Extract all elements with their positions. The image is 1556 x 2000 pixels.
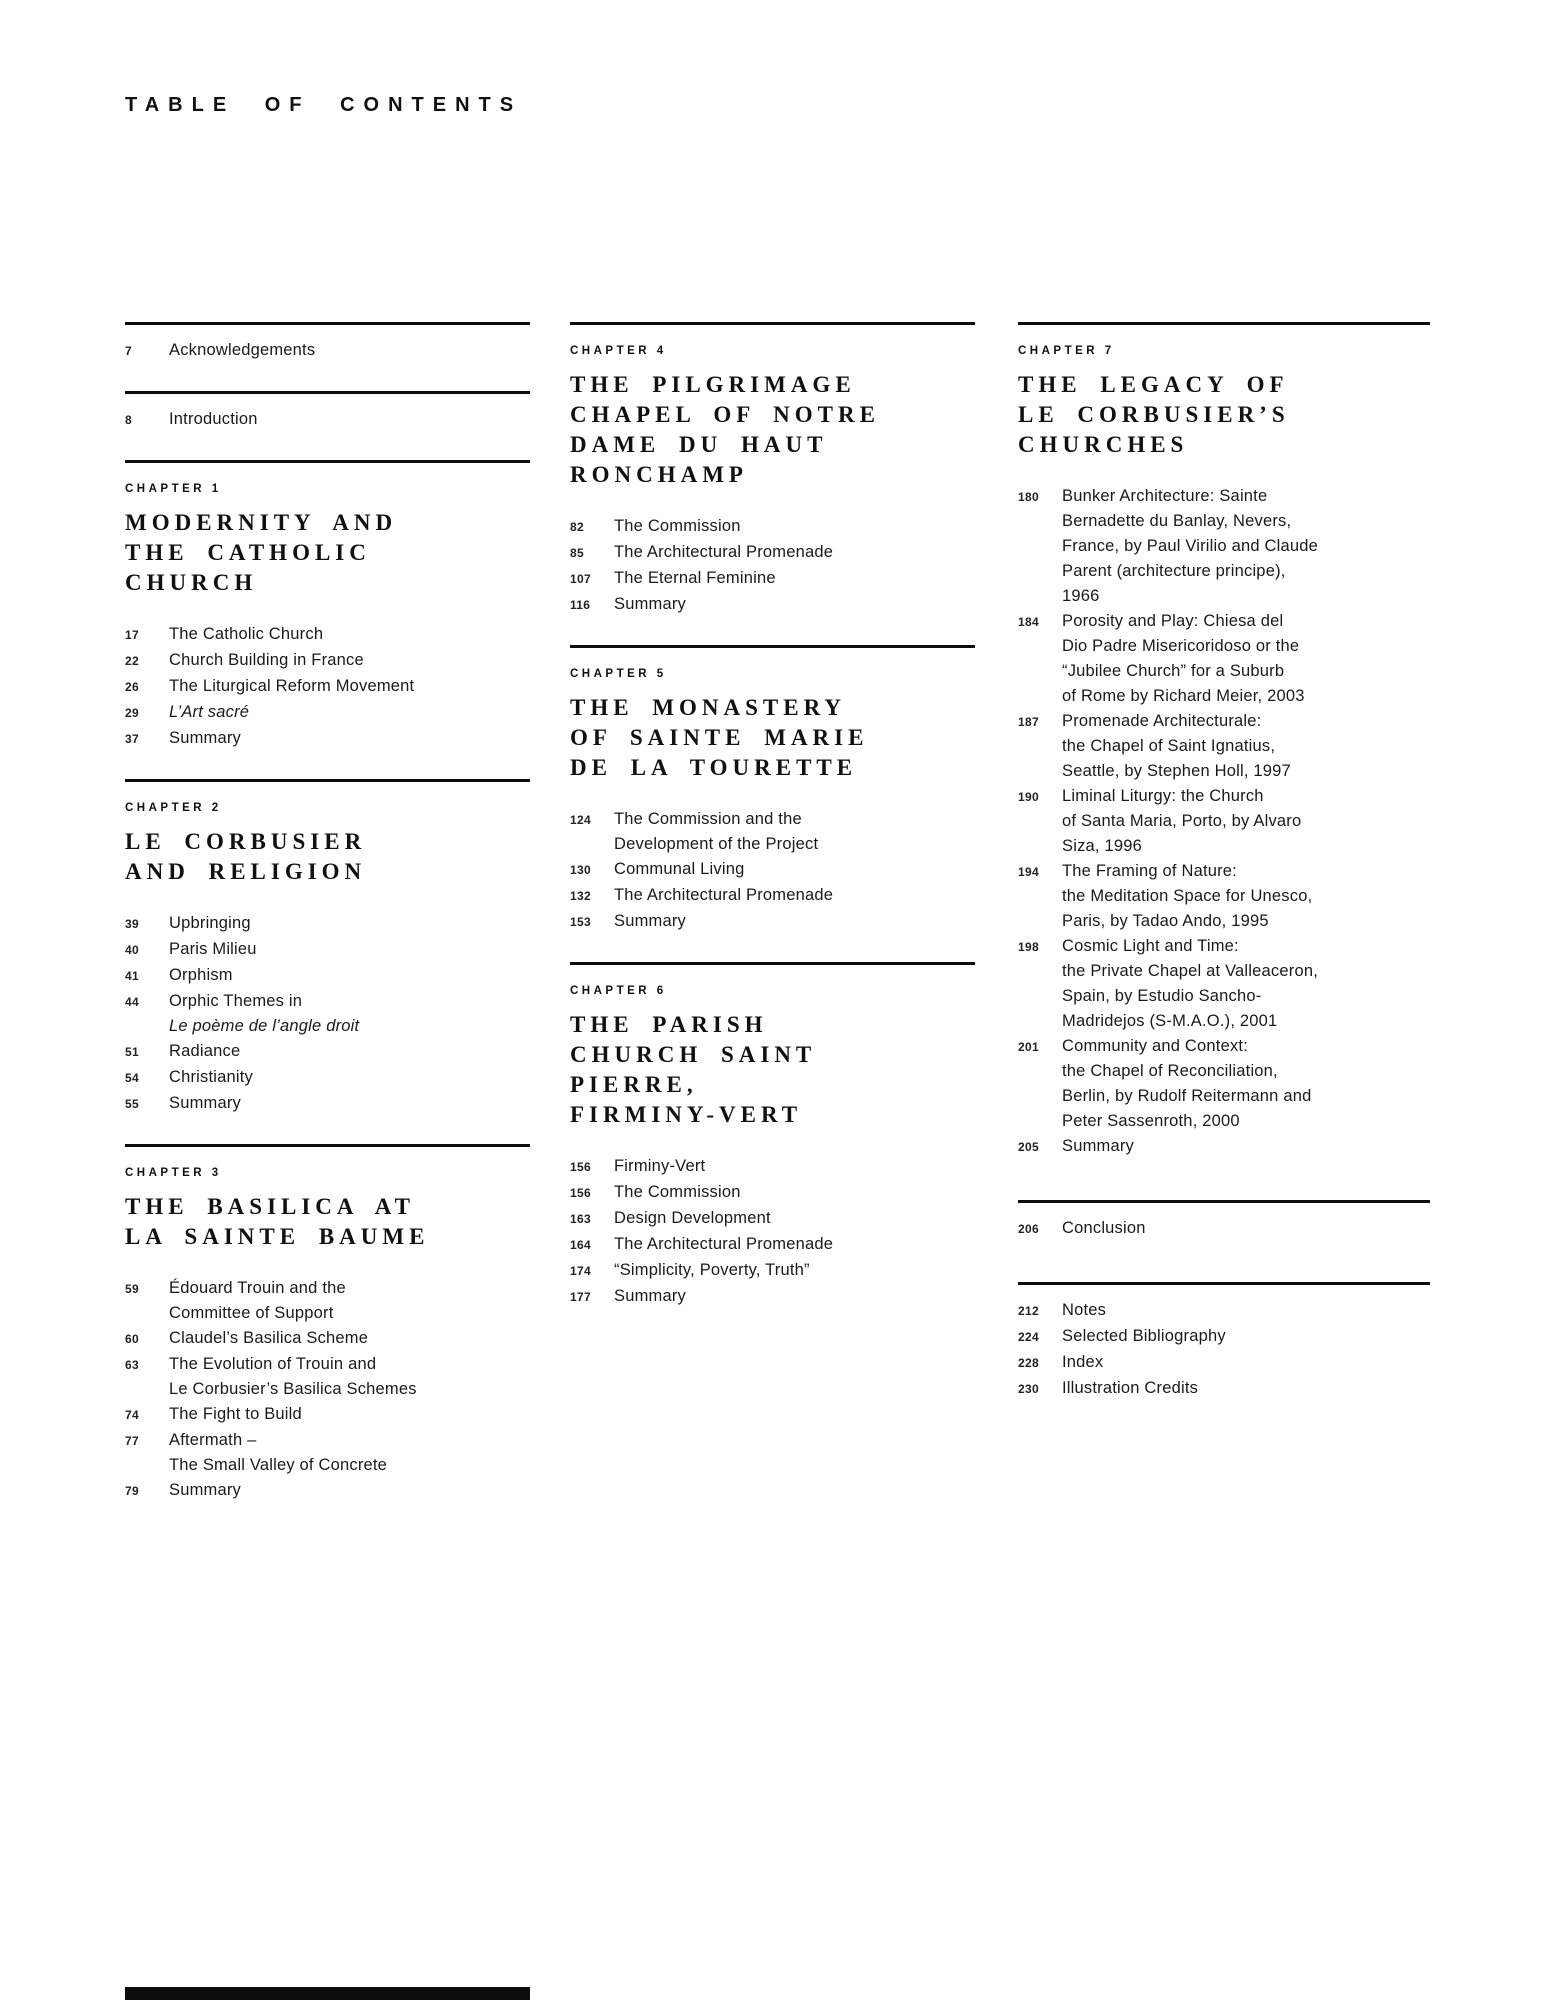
entry-list (570, 514, 975, 618)
entry-page-number: 7 (125, 344, 132, 358)
entry-page-number: 116 (570, 598, 591, 612)
chapter-label: CHAPTER 7 (1018, 345, 1115, 357)
entry-page-number: 79 (125, 1484, 139, 1498)
entry-line: of Santa Maria, Porto, by Alvaro (1062, 812, 1302, 830)
chapter-title (125, 508, 530, 598)
entry-title (614, 540, 975, 565)
entry-title (614, 514, 975, 539)
entry-title (169, 1091, 530, 1116)
footer-rule (125, 1987, 530, 2000)
entry-title (169, 674, 530, 699)
toc-entry (125, 911, 530, 937)
entry-line: The Eternal Feminine (614, 569, 776, 587)
chapter-section (570, 645, 975, 935)
entry-page-number: 156 (570, 1160, 591, 1174)
entry-title (1062, 1298, 1430, 1323)
chapter-title-line: RONCHAMP (570, 462, 748, 487)
entry-list (570, 807, 975, 935)
entry-page-number: 174 (570, 1264, 591, 1278)
entry-page-number: 85 (570, 546, 584, 560)
entry-line: The Evolution of Trouin and (169, 1355, 377, 1373)
section-rule (1018, 1282, 1430, 1285)
chapter-title-line: THE LEGACY OF (1018, 372, 1289, 397)
entry-title (169, 700, 530, 725)
toc-entry (125, 1326, 530, 1352)
entry-line: Paris Milieu (169, 940, 257, 958)
toc-entry (125, 726, 530, 752)
entry-line: Selected Bibliography (1062, 1327, 1226, 1345)
entry-line: Bernadette du Banlay, Nevers, (1062, 512, 1292, 530)
toc-entry (125, 622, 530, 648)
entry-line: Berlin, by Rudolf Reitermann and (1062, 1087, 1312, 1105)
chapter-title-line: CHURCHES (1018, 432, 1189, 457)
toc-column-3 (1018, 322, 1430, 1429)
entry-line: The Commission and the (614, 810, 802, 828)
toc-entry (125, 407, 530, 433)
section-rule (125, 460, 530, 463)
entry-line: Communal Living (614, 860, 745, 878)
entry-line: Radiance (169, 1042, 241, 1060)
entry-page-number: 59 (125, 1282, 139, 1296)
entry-line: Spain, by Estudio Sancho- (1062, 987, 1262, 1005)
chapter-title-line: DE LA TOURETTE (570, 755, 858, 780)
entry-line: Seattle, by Stephen Holl, 1997 (1062, 762, 1291, 780)
entry-title (169, 1039, 530, 1064)
entry-page-number: 74 (125, 1408, 139, 1422)
entry-title (1062, 934, 1430, 1034)
entry-title (169, 338, 530, 363)
chapter-title-line: MODERNITY AND (125, 510, 398, 535)
chapter-title-line: OF SAINTE MARIE (570, 725, 869, 750)
entry-title (169, 937, 530, 962)
chapter-title (570, 370, 975, 490)
chapter-title (1018, 370, 1430, 460)
toc-entry (1018, 1376, 1430, 1402)
entry-line: Peter Sassenroth, 2000 (1062, 1112, 1240, 1130)
entry-page-number: 190 (1018, 790, 1039, 804)
entry-line: Paris, by Tadao Ando, 1995 (1062, 912, 1269, 930)
entry-title (614, 1180, 975, 1205)
entry-title (1062, 1134, 1430, 1159)
entry-title (614, 807, 975, 857)
toc-entry (125, 937, 530, 963)
entry-title (169, 1402, 530, 1427)
toc-entry (125, 1039, 530, 1065)
entry-line: The Catholic Church (169, 625, 324, 643)
chapter-title-line: FIRMINY-VERT (570, 1102, 803, 1127)
toc-entry (125, 700, 530, 726)
entry-line: The Commission (614, 517, 741, 535)
toc-section (1018, 1200, 1430, 1242)
entry-title (1062, 484, 1430, 609)
section-rule (570, 322, 975, 325)
entry-line: Liminal Liturgy: the Church (1062, 787, 1264, 805)
entry-page-number: 212 (1018, 1304, 1039, 1318)
chapter-title-line: CHAPEL OF NOTRE (570, 402, 880, 427)
entry-line: Promenade Architecturale: (1062, 712, 1262, 730)
entry-line: Summary (614, 595, 686, 613)
entry-title (169, 1326, 530, 1351)
entry-page-number: 180 (1018, 490, 1039, 504)
entry-line: The Architectural Promenade (614, 543, 834, 561)
entry-page-number: 224 (1018, 1330, 1039, 1344)
entry-line: Aftermath – (169, 1431, 257, 1449)
entry-line: Édouard Trouin and the (169, 1279, 346, 1297)
entry-line: The Architectural Promenade (614, 886, 834, 904)
entry-title (614, 1284, 975, 1309)
chapter-title-line: PIERRE, (570, 1072, 698, 1097)
chapter-label: CHAPTER 1 (125, 483, 222, 495)
chapter-title (570, 693, 975, 783)
entry-title (169, 911, 530, 936)
entry-page-number: 54 (125, 1071, 139, 1085)
chapter-title-line: CHURCH (125, 570, 258, 595)
chapter-title-line: LE CORBUSIER’S (1018, 402, 1290, 427)
entry-line: Notes (1062, 1301, 1107, 1319)
toc-entry (1018, 784, 1430, 859)
chapter-title-line: CHURCH SAINT (570, 1042, 817, 1067)
entry-title (614, 1258, 975, 1283)
entry-page-number: 29 (125, 706, 139, 720)
entry-page-number: 41 (125, 969, 139, 983)
toc-entry (570, 1154, 975, 1180)
entry-title (169, 1352, 530, 1402)
entry-title (614, 883, 975, 908)
entry-line: the Private Chapel at Valleaceron, (1062, 962, 1318, 980)
entry-line: Committee of Support (169, 1304, 334, 1322)
section-rule (125, 322, 530, 325)
toc-entry (125, 963, 530, 989)
toc-entry (570, 592, 975, 618)
toc-entry (1018, 1350, 1430, 1376)
entry-title (614, 857, 975, 882)
entry-line: Church Building in France (169, 651, 364, 669)
entry-line: Summary (614, 912, 686, 930)
entry-line: The Liturgical Reform Movement (169, 677, 415, 695)
entry-line: The Architectural Promenade (614, 1235, 834, 1253)
entry-line: Index (1062, 1353, 1104, 1371)
entry-line: Conclusion (1062, 1219, 1146, 1237)
entry-line: the Chapel of Saint Ignatius, (1062, 737, 1276, 755)
section-rule (1018, 322, 1430, 325)
toc-entry (1018, 934, 1430, 1034)
entry-line: Upbringing (169, 914, 251, 932)
entry-line: Summary (169, 729, 241, 747)
entry-line: Summary (1062, 1137, 1134, 1155)
entry-title (614, 1232, 975, 1257)
toc-column-1 (125, 322, 530, 1531)
chapter-title-line: LE CORBUSIER (125, 829, 367, 854)
entry-title (1062, 1376, 1430, 1401)
entry-title (169, 407, 530, 432)
toc-entry (125, 648, 530, 674)
entry-line: Dio Padre Misericoridoso or the (1062, 637, 1300, 655)
entry-page-number: 230 (1018, 1382, 1039, 1396)
toc-entry (570, 1232, 975, 1258)
entry-title (1062, 784, 1430, 859)
chapter-label: CHAPTER 4 (570, 345, 667, 357)
entry-list (125, 1276, 530, 1504)
chapter-title-line: THE PARISH (570, 1012, 768, 1037)
entry-line: Madridejos (S-M.A.O.), 2001 (1062, 1012, 1278, 1030)
section-rule (570, 962, 975, 965)
chapter-title (125, 827, 530, 887)
entry-page-number: 37 (125, 732, 139, 746)
entry-title (614, 1206, 975, 1231)
toc-entry (1018, 1298, 1430, 1324)
entry-line: Summary (169, 1094, 241, 1112)
entry-page-number: 206 (1018, 1222, 1039, 1236)
toc-entry (125, 1402, 530, 1428)
entry-line: Introduction (169, 410, 258, 428)
entry-page-number: 44 (125, 995, 139, 1009)
entry-line: Summary (614, 1287, 686, 1305)
entry-line: “Jubilee Church” for a Suburb (1062, 662, 1285, 680)
chapter-section (125, 460, 530, 752)
entry-title (1062, 1034, 1430, 1134)
entry-line: Parent (architecture principe), (1062, 562, 1286, 580)
entry-title (169, 989, 530, 1039)
toc-entry (570, 566, 975, 592)
section-rule (125, 1144, 530, 1147)
entry-line: of Rome by Richard Meier, 2003 (1062, 687, 1305, 705)
entry-page-number: 153 (570, 915, 591, 929)
chapter-section (570, 962, 975, 1310)
entry-title (169, 1478, 530, 1503)
entry-page-number: 60 (125, 1332, 139, 1346)
toc-entry (1018, 484, 1430, 609)
chapter-title-line: THE BASILICA AT (125, 1194, 415, 1219)
chapter-title-line: THE PILGRIMAGE (570, 372, 856, 397)
toc-entry (570, 514, 975, 540)
toc-entry (125, 674, 530, 700)
section-rule (570, 645, 975, 648)
entry-page-number: 39 (125, 917, 139, 931)
entry-title (1062, 859, 1430, 934)
entry-title (169, 1065, 530, 1090)
entry-page-number: 177 (570, 1290, 591, 1304)
chapter-label: CHAPTER 6 (570, 985, 667, 997)
toc-entry (570, 883, 975, 909)
entry-line: Claudel’s Basilica Scheme (169, 1329, 369, 1347)
entry-page-number: 26 (125, 680, 139, 694)
toc-entry (125, 1065, 530, 1091)
entry-page-number: 198 (1018, 940, 1039, 954)
entry-list (1018, 1216, 1430, 1242)
entry-line: Bunker Architecture: Sainte (1062, 487, 1268, 505)
entry-line: Christianity (169, 1068, 254, 1086)
entry-line: “Simplicity, Poverty, Truth” (614, 1261, 810, 1279)
entry-page-number: 82 (570, 520, 584, 534)
entry-list (125, 407, 530, 433)
entry-list (1018, 1298, 1430, 1402)
entry-list (570, 1154, 975, 1310)
toc-entry (1018, 859, 1430, 934)
chapter-title-line: DAME DU HAUT (570, 432, 828, 457)
chapter-title (125, 1192, 530, 1252)
entry-line: Orphic Themes in (169, 992, 303, 1010)
section-rule (1018, 1200, 1430, 1203)
entry-title (1062, 1216, 1430, 1241)
entry-page-number: 17 (125, 628, 139, 642)
toc-entry (1018, 1216, 1430, 1242)
entry-page-number: 40 (125, 943, 139, 957)
entry-page-number: 51 (125, 1045, 139, 1059)
toc-entry (570, 1284, 975, 1310)
entry-line: Le Corbusier’s Basilica Schemes (169, 1380, 417, 1398)
entry-line: Summary (169, 1481, 241, 1499)
chapter-title-line: THE MONASTERY (570, 695, 847, 720)
entry-title (614, 566, 975, 591)
entry-page-number: 63 (125, 1358, 139, 1372)
entry-title (169, 648, 530, 673)
entry-title (1062, 709, 1430, 784)
entry-line: The Commission (614, 1183, 741, 1201)
chapter-section (570, 322, 975, 618)
toc-entry (570, 1258, 975, 1284)
entry-line: the Meditation Space for Unesco, (1062, 887, 1313, 905)
toc-column-2 (570, 322, 975, 1337)
entry-list (125, 622, 530, 752)
entry-page-number: 124 (570, 813, 591, 827)
entry-line: The Small Valley of Concrete (169, 1456, 388, 1474)
entry-line: Community and Context: (1062, 1037, 1248, 1055)
entry-page-number: 22 (125, 654, 139, 668)
entry-line: Development of the Project (614, 835, 819, 853)
entry-page-number: 130 (570, 863, 591, 877)
toc-entry (1018, 609, 1430, 709)
toc-entry (1018, 1134, 1430, 1160)
entry-line: L’Art sacré (169, 703, 250, 721)
toc-entry (570, 857, 975, 883)
entry-page-number: 77 (125, 1434, 139, 1448)
entry-list (125, 338, 530, 364)
toc-entry (125, 1478, 530, 1504)
entry-title (614, 592, 975, 617)
entry-page-number: 184 (1018, 615, 1039, 629)
entry-line: Design Development (614, 1209, 771, 1227)
entry-title (1062, 1350, 1430, 1375)
entry-page-number: 194 (1018, 865, 1039, 879)
section-rule (125, 391, 530, 394)
entry-page-number: 164 (570, 1238, 591, 1252)
entry-title (169, 726, 530, 751)
toc-entry (570, 807, 975, 857)
toc-entry (1018, 1324, 1430, 1350)
entry-title (169, 1428, 530, 1478)
entry-page-number: 201 (1018, 1040, 1039, 1054)
toc-entry (125, 1428, 530, 1478)
section-rule (125, 779, 530, 782)
chapter-label: CHAPTER 2 (125, 802, 222, 814)
toc-entry (1018, 1034, 1430, 1134)
entry-page-number: 163 (570, 1212, 591, 1226)
entry-line: The Framing of Nature: (1062, 862, 1237, 880)
toc-entry (570, 540, 975, 566)
entry-line: Firminy-Vert (614, 1157, 706, 1175)
entry-page-number: 205 (1018, 1140, 1039, 1154)
toc-entry (570, 1206, 975, 1232)
chapter-title-line: AND RELIGION (125, 859, 367, 884)
entry-line: the Chapel of Reconciliation, (1062, 1062, 1278, 1080)
chapter-section (125, 779, 530, 1117)
entry-line: Le poème de l’angle droit (169, 1017, 360, 1035)
chapter-title-line: THE CATHOLIC (125, 540, 371, 565)
entry-line: 1966 (1062, 587, 1100, 605)
toc-entry (125, 1091, 530, 1117)
entry-line: The Fight to Build (169, 1405, 302, 1423)
chapter-title (570, 1010, 975, 1130)
entry-list (125, 911, 530, 1117)
toc-entry (125, 1352, 530, 1402)
chapter-section (1018, 322, 1430, 1160)
entry-list (1018, 484, 1430, 1160)
entry-line: Orphism (169, 966, 233, 984)
entry-page-number: 132 (570, 889, 591, 903)
page-title: TABLE OF CONTENTS (125, 94, 523, 116)
entry-page-number: 55 (125, 1097, 139, 1111)
entry-line: Siza, 1996 (1062, 837, 1142, 855)
chapter-title-line: LA SAINTE BAUME (125, 1224, 430, 1249)
toc-section (125, 391, 530, 433)
toc-entry (570, 909, 975, 935)
toc-entry (125, 338, 530, 364)
entry-page-number: 228 (1018, 1356, 1039, 1370)
entry-page-number: 8 (125, 413, 132, 427)
entry-title (614, 909, 975, 934)
chapter-section (125, 1144, 530, 1504)
entry-line: France, by Paul Virilio and Claude (1062, 537, 1318, 555)
entry-title (614, 1154, 975, 1179)
entry-line: Illustration Credits (1062, 1379, 1199, 1397)
toc-section (1018, 1282, 1430, 1402)
entry-line: Porosity and Play: Chiesa del (1062, 612, 1284, 630)
chapter-label: CHAPTER 5 (570, 668, 667, 680)
toc-entry (570, 1180, 975, 1206)
entry-title (169, 622, 530, 647)
entry-line: Acknowledgements (169, 341, 316, 359)
entry-title (169, 1276, 530, 1326)
toc-section (125, 322, 530, 364)
toc-entry (125, 989, 530, 1039)
entry-title (1062, 1324, 1430, 1349)
entry-title (169, 963, 530, 988)
chapter-label: CHAPTER 3 (125, 1167, 222, 1179)
entry-page-number: 107 (570, 572, 591, 586)
entry-title (1062, 609, 1430, 709)
entry-page-number: 156 (570, 1186, 591, 1200)
toc-entry (1018, 709, 1430, 784)
entry-line: Cosmic Light and Time: (1062, 937, 1239, 955)
entry-page-number: 187 (1018, 715, 1039, 729)
toc-entry (125, 1276, 530, 1326)
